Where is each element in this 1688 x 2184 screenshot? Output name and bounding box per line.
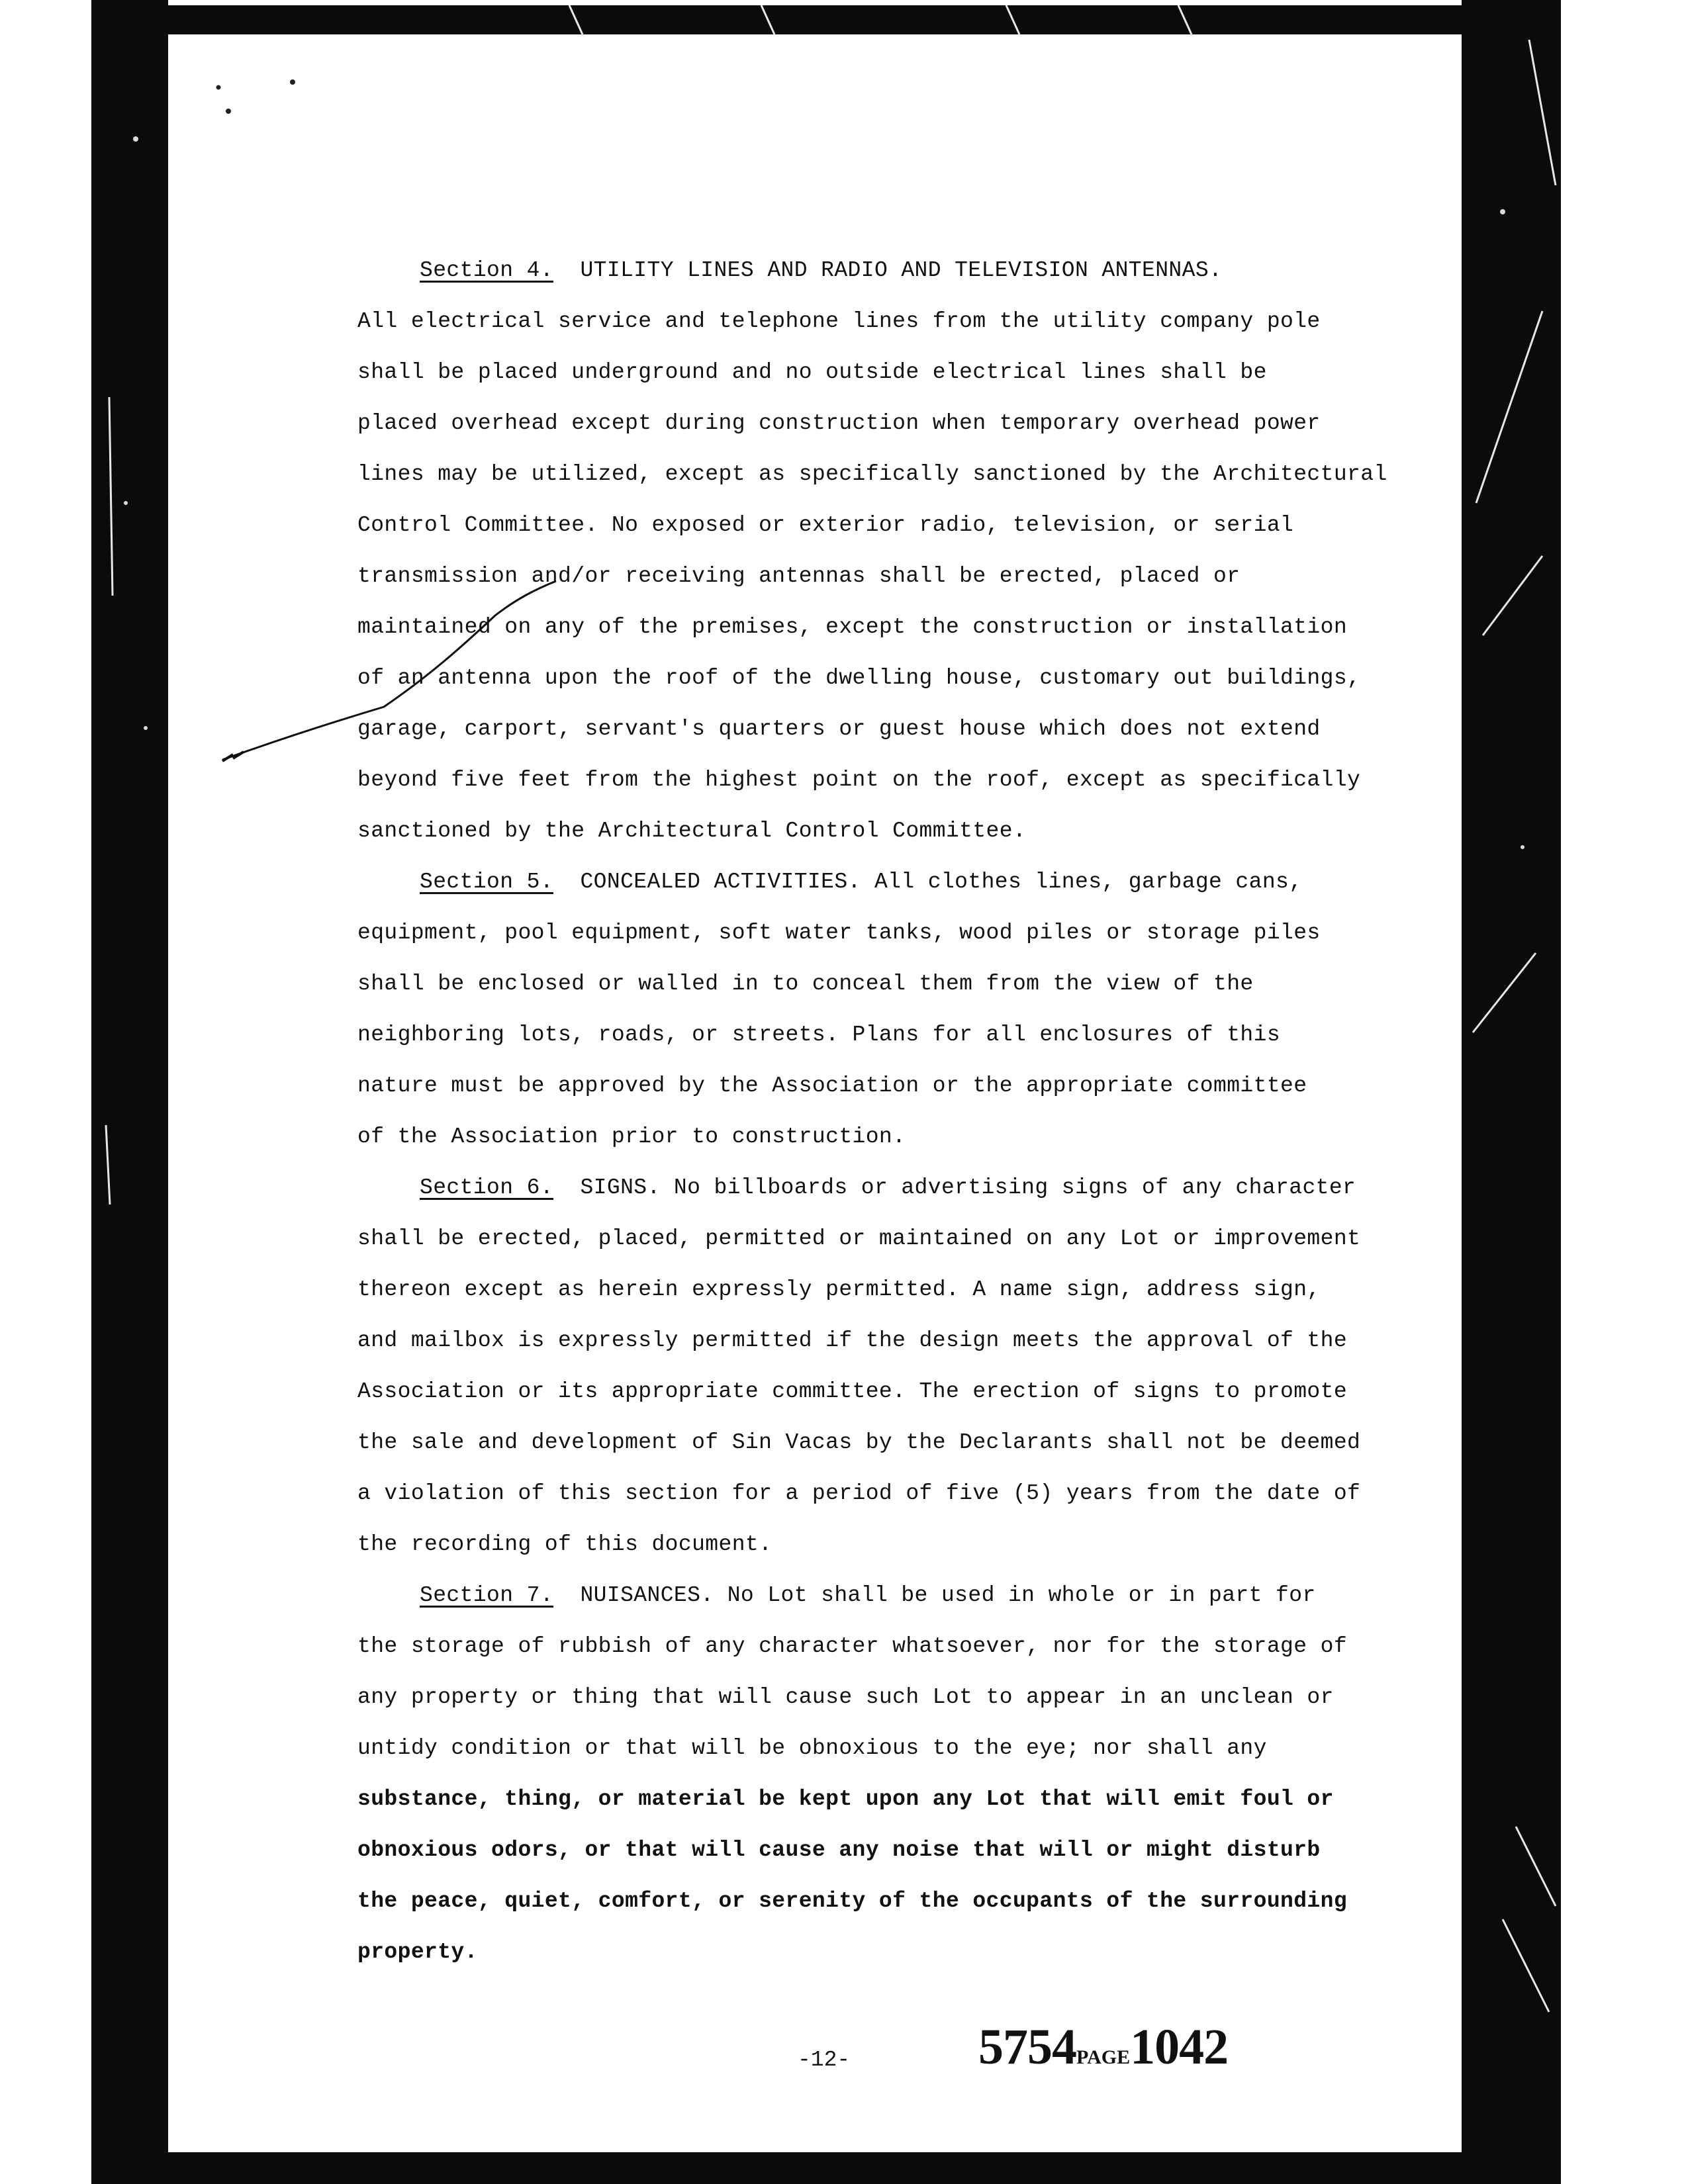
text-line: Control Committee. No exposed or exterior radio, television, or serial [357,513,1294,537]
text-line: neighboring lots, roads, or streets. Plans for all enclosures of this [357,1023,1281,1047]
book-page-stamp [978,2019,1228,2076]
text-line: shall be erected, placed, permitted or maintained on any Lot or improvement [357,1226,1361,1251]
text-line: transmission and/or receiving antennas shall be erected, placed or [357,564,1241,588]
text-line: of the Association prior to construction. [357,1124,906,1149]
text-line: thereon except as herein expressly permitted. A name sign, address sign, [357,1277,1321,1302]
text-line: Association or its appropriate committee. The erection of signs to promote [357,1379,1348,1404]
text-line: CONCEALED ACTIVITIES. All clothes lines, garbage cans, [580,870,1303,894]
document-body [357,245,1387,1978]
section-heading-line [357,856,1350,907]
text-line: the sale and development of Sin Vacas by the Declarants shall not be deemed [357,1430,1361,1455]
book-page-label: PAGE [1076,2046,1131,2068]
section-5 [357,856,1350,1162]
text-line: UTILITY LINES AND RADIO AND TELEVISION ANTENNAS. [580,258,1223,283]
text-line: any property or thing that will cause such Lot to appear in an unclean or [357,1685,1334,1709]
text-line: shall be placed underground and no outside electrical lines shall be [357,360,1267,385]
section-heading-line [357,1162,1356,1213]
text-line: a violation of this section for a period of five (5) years from the date of [357,1481,1361,1506]
text-line: equipment, pool equipment, soft water tanks, wood piles or storage piles [357,921,1321,945]
text-line: beyond five feet from the highest point on the roof, except as specifically [357,768,1361,792]
section-4 [357,245,1387,856]
book-number: 5754 [978,2019,1076,2075]
text-line: property. [357,1940,478,1964]
text-line: lines may be utilized, except as specifically sanctioned by the Architectural [357,462,1387,486]
text-line: of an antenna upon the roof of the dwelling house, customary out buildings, [357,666,1361,690]
text-line: the storage of rubbish of any character whatsoever, nor for the storage of [357,1634,1348,1659]
text-line: NUISANCES. No Lot shall be used in whole or in part for [580,1583,1316,1608]
text-line: SIGNS. No billboards or advertising signs of any character [580,1175,1356,1200]
text-line: placed overhead except during construction when temporary overhead power [357,411,1321,435]
text-line: obnoxious odors, or that will cause any noise that will or might disturb [357,1838,1321,1862]
text-line: shall be enclosed or walled in to conceal them from the view of the [357,972,1254,996]
section-6 [357,1162,1361,1570]
text-line: nature must be approved by the Association or the appropriate committee [357,1073,1307,1098]
text-line: sanctioned by the Architectural Control Committee. [357,819,1027,843]
text-line: substance, thing, or material be kept upon any Lot that will emit foul or [357,1787,1334,1811]
text-line: the recording of this document. [357,1532,773,1557]
text-line: untidy condition or that will be obnoxious to the eye; nor shall any [357,1736,1267,1760]
section-number: Section 7. [420,1583,554,1608]
section-number: Section 4. [420,258,554,283]
text-line: All electrical service and telephone lines from the utility company pole [357,309,1321,334]
text-line: garage, carport, servant's quarters or guest house which does not extend [357,717,1321,741]
section-heading-line [357,245,1350,296]
section-number: Section 6. [420,1175,554,1200]
section-heading-line [357,1570,1350,1621]
text-line: maintained on any of the premises, except the construction or installation [357,615,1348,639]
section-7 [357,1570,1350,1978]
text-line: and mailbox is expressly permitted if the design meets the approval of the [357,1328,1348,1353]
section-number: Section 5. [420,870,554,894]
text-line: the peace, quiet, comfort, or serenity of the occupants of the surrounding [357,1889,1348,1913]
page-number: -12- [798,2048,851,2072]
book-page-number: 1042 [1130,2019,1229,2075]
